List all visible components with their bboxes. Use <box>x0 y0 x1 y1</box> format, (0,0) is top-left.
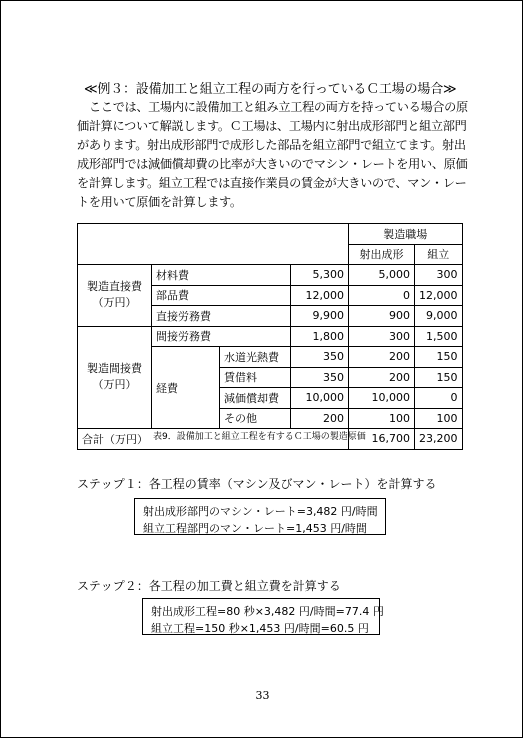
direct-cost-group: 製造直接費 （万円） <box>78 265 152 327</box>
cell-assembly: 0 <box>415 388 463 409</box>
cell-total: 5,300 <box>291 265 349 286</box>
cell-assembly: 300 <box>415 265 463 286</box>
cell-total: 10,000 <box>291 388 349 409</box>
expense-group: 経費 <box>152 347 220 429</box>
paragraph-line: ここでは、工場内に設備加工と組み立工程の両方を持っている場合の原 <box>89 100 468 114</box>
cell-assembly: 150 <box>415 367 463 388</box>
step1-line: 組立工程部門のマン・レート=1,453 円/時間 <box>143 522 367 535</box>
cell-assembly: 1,500 <box>415 326 463 347</box>
cell-injection: 200 <box>349 367 415 388</box>
row-label: 減価償却費 <box>220 388 291 409</box>
paragraph-line: を計算します。組立工程では直接作業員の賃金が大きいので、マン・レー <box>77 175 467 190</box>
paragraph-line: があります。射出成形部門で成形した部品を組立部門で組立てます。射出 <box>77 137 466 152</box>
cell-total: 350 <box>291 367 349 388</box>
header-workplace: 製造職場 <box>349 224 463 245</box>
step2-box <box>142 598 384 635</box>
cell-injection: 100 <box>349 408 415 429</box>
row-label: 部品費 <box>152 285 291 306</box>
cell-assembly: 150 <box>415 347 463 368</box>
body-paragraph <box>77 98 468 211</box>
cell-total: 200 <box>291 408 349 429</box>
table-caption: 表9．設備加工と組立工程を有するＣ工場の製造原価 <box>153 432 366 442</box>
cell-total: 1,800 <box>291 326 349 347</box>
cell-assembly: 9,000 <box>415 306 463 327</box>
cell-assembly: 12,000 <box>415 285 463 306</box>
cell-injection: 300 <box>349 326 415 347</box>
cell-injection: 900 <box>349 306 415 327</box>
row-label: 直接労務費 <box>152 306 291 327</box>
table-header-row <box>78 224 463 245</box>
example-heading: ≪例３：設備加工と組立工程の両方を行っているＣ工場の場合≫ <box>84 82 457 97</box>
step1-title: ステップ１：各工程の賃率（マシン及びマン・レート）を計算する <box>77 477 437 491</box>
cell-injection: 0 <box>349 285 415 306</box>
manufacturing-cost-table <box>77 223 463 450</box>
step2-title: ステップ２：各工程の加工費と組立費を計算する <box>77 579 341 593</box>
row-label: 賃借料 <box>220 367 291 388</box>
header-injection: 射出成形 <box>349 244 415 265</box>
row-label: 間接労務費 <box>152 326 291 347</box>
cell-injection: 5,000 <box>349 265 415 286</box>
row-label: 材料費 <box>152 265 291 286</box>
indirect-cost-group: 製造間接費 （万円） <box>78 326 152 429</box>
header-assembly: 組立 <box>415 244 463 265</box>
step2-line: 組立工程=150 秒×1,453 円/時間=60.5 円 <box>151 622 369 635</box>
page-number: 33 <box>255 689 270 702</box>
step2-line: 射出成形工程=80 秒×3,482 円/時間=77.4 円 <box>151 605 384 618</box>
table-row <box>78 326 463 347</box>
row-label: その他 <box>220 408 291 429</box>
cell-assembly: 100 <box>415 408 463 429</box>
cell-injection: 10,000 <box>349 388 415 409</box>
total-assembly: 23,200 <box>415 429 463 450</box>
step1-line: 射出成形部門のマシン・レート=3,482 円/時間 <box>143 505 378 518</box>
cell-total: 9,900 <box>291 306 349 327</box>
paragraph-line: 成形部門では減価償却費の比率が大きいのでマシン・レートを用い、原価 <box>77 156 468 171</box>
total-injection: 16,700 <box>349 429 415 450</box>
table-row <box>78 265 463 286</box>
cell-injection: 200 <box>349 347 415 368</box>
cell-total: 12,000 <box>291 285 349 306</box>
row-label: 水道光熱費 <box>220 347 291 368</box>
cell-total: 350 <box>291 347 349 368</box>
step1-box <box>134 498 386 535</box>
total-label: 合計（万円） <box>78 429 349 450</box>
paragraph-line: 価計算について解説します。Ｃ工場は、工場内に射出成形部門と組立部門 <box>77 118 467 133</box>
paragraph-line: トを用いて原価を計算します。 <box>77 194 242 209</box>
